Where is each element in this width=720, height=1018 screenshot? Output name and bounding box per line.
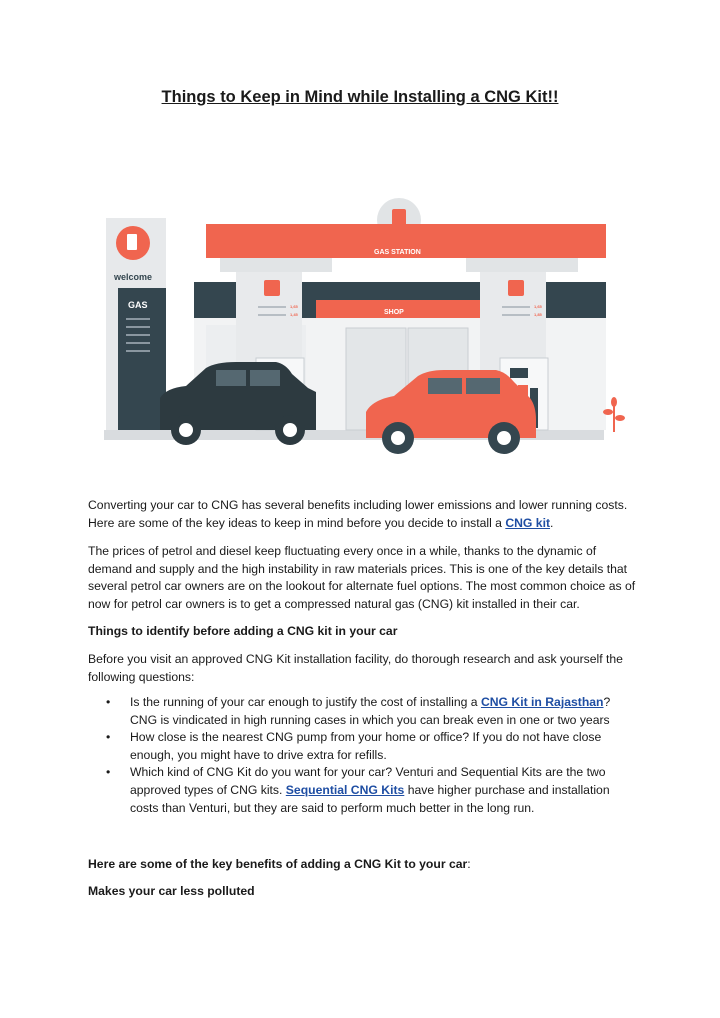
section-heading-less-polluted: Makes your car less polluted — [88, 884, 255, 898]
prices-paragraph: The prices of petrol and diesel keep fluctuating every once in a while, thanks to the dynamic of demand and supply and the high instability in raw materials prices. This is one of the key details that several petrol car owners are on the lookout for alternate fuel options. The most common choice as of now for petrol car owners is to get a compressed natural gas (CNG) kit installed in their car. — [88, 544, 636, 611]
questions-list — [88, 694, 636, 817]
gas-station-illustration — [96, 130, 628, 460]
svg-text:1,45: 1,45 — [290, 312, 298, 317]
page-title: Things to Keep in Mind while Installing a CNG Kit!! — [161, 88, 559, 106]
bullet-icon: • — [106, 695, 111, 709]
section-heading-identify: Things to identify before adding a CNG kit in your car — [88, 624, 398, 638]
welcome-label: welcome — [114, 272, 153, 282]
intro-paragraph — [88, 497, 636, 532]
svg-text:1,85: 1,85 — [534, 312, 542, 317]
shop-label: SHOP — [384, 309, 404, 316]
bullet-icon: • — [106, 730, 111, 745]
svg-text:1,65: 1,65 — [290, 304, 298, 309]
station-label: GAS STATION — [374, 249, 421, 256]
intro-end: . — [550, 515, 554, 530]
gas-label: GAS — [128, 300, 148, 310]
sequential-cng-kits-link[interactable]: Sequential CNG Kits — [285, 782, 405, 797]
list-item: • How close is the nearest CNG pump from your home or office? If you do not have close enough, you might have to drive extra for refills. — [106, 730, 602, 762]
research-paragraph: Before you visit an approved CNG Kit installation facility, do thorough research and ask yourself the following questions: — [88, 652, 623, 684]
intro-text: Converting your car to CNG has several benefits including lower emissions and lower running costs. Here are some of the key ideas to keep in mind before you decide to install a — [88, 498, 628, 530]
decorative-plant — [603, 397, 625, 432]
section-heading-benefits: Here are some of the key benefits of adding a CNG Kit to your car: — [88, 857, 471, 871]
list-item: • Is the running of your car enough to justify the cost of installing a CNG Kit in Rajasthan? CNG is vindicated in high running cases in which you can break even in one or two years — [106, 695, 611, 727]
shop-sign — [316, 300, 496, 320]
list-item: • Which kind of CNG Kit do you want for your car? Venturi and Sequential Kits are the two approved types of CNG kits. Sequential CNG Kits have higher purchase and installation costs than Venturi, but they are said to perform much better in the long run. — [106, 765, 610, 815]
svg-text:1,65: 1,65 — [534, 304, 542, 309]
cng-kit-rajasthan-link[interactable]: CNG Kit in Rajasthan — [480, 695, 604, 709]
bullet-icon: • — [106, 765, 111, 780]
cng-kit-link[interactable]: CNG kit — [505, 515, 551, 530]
